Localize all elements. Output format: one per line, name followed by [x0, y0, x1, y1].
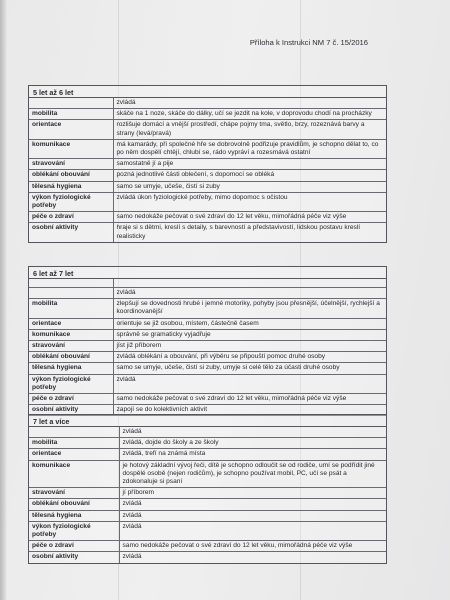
row-description: zvládá, trefí na známá místa	[119, 449, 386, 460]
row-description: samo se umyje, učeše, čistí si zuby, umyje si celé tělo za účasti druhé osoby	[113, 363, 386, 374]
row-label: oblékání obouvání	[29, 352, 113, 363]
table-row	[29, 223, 386, 242]
table-row	[29, 212, 386, 223]
row-description: zvládá	[113, 98, 386, 109]
row-label	[29, 279, 113, 288]
table-row	[29, 329, 386, 340]
table-row	[29, 460, 386, 488]
row-label: oblékání obouvání	[29, 170, 113, 181]
table-row	[29, 541, 386, 552]
section-title: 7 let a více	[29, 415, 386, 427]
table-row	[29, 449, 386, 460]
row-description: zvládá	[119, 510, 386, 521]
row-label: výkon fyziologické potřeby	[29, 521, 119, 540]
row-description: zvládá	[119, 427, 386, 438]
row-label: stravování	[29, 341, 113, 352]
row-description: zvládá	[119, 521, 386, 540]
row-label: péče o zdraví	[29, 394, 113, 405]
row-label: mobilita	[29, 109, 113, 120]
row-label: oblékání obouvání	[29, 499, 119, 510]
row-description: orientuje se již osobou, místem, částečně časem	[113, 318, 386, 329]
row-description: jíst již příborem	[113, 341, 386, 352]
table-row	[29, 488, 386, 499]
row-label: orientace	[29, 449, 119, 460]
row-label: tělesná hygiena	[29, 363, 113, 374]
row-label: komunikace	[29, 139, 113, 158]
row-label: stravování	[29, 159, 113, 170]
table-row	[29, 499, 386, 510]
row-description: samostatně jí a pije	[113, 159, 386, 170]
table-row	[29, 120, 386, 139]
section-age-5-6	[28, 85, 387, 243]
row-description: je hotový základní vývoj řeči, dítě je schopno odloučit se od rodiče, umí se podřídit jiné dospělé osobě (nejen rodičům), je schopno používat mobil, PC, učí se psát a zdokonaluje si psaní	[119, 460, 386, 488]
table-row	[29, 109, 386, 120]
row-description: zapojí se do kolektivních aktivit	[113, 405, 386, 416]
table-row	[29, 139, 386, 158]
table-row	[29, 521, 386, 540]
row-label: orientace	[29, 318, 113, 329]
row-description: zvládá, dojde do školy a ze školy	[119, 438, 386, 449]
table-row	[29, 288, 386, 299]
row-description: zvládá	[113, 288, 386, 299]
row-label: tělesná hygiena	[29, 181, 113, 192]
table-row	[29, 279, 386, 288]
row-label	[29, 288, 113, 299]
table-row	[29, 98, 386, 109]
table-row	[29, 341, 386, 352]
table-row	[29, 552, 386, 563]
section-title: 6 let až 7 let	[29, 267, 386, 279]
table-row	[29, 394, 386, 405]
table-row	[29, 352, 386, 363]
row-label	[29, 427, 119, 438]
table-row	[29, 374, 386, 393]
row-description: má kamarády, při společné hře se dobrovolně podřizuje pravidlům, je schopno dělat to, co po něm dospělí chtějí, chlubí se, rádo vypráví a rozesmává ostatní	[113, 139, 386, 158]
document-reference: Příloha k Instrukci NM 7 č. 15/2016	[249, 38, 368, 47]
table-row	[29, 363, 386, 374]
table-row	[29, 427, 386, 438]
skills-table	[29, 279, 386, 415]
row-label: osobní aktivity	[29, 552, 119, 563]
table-row	[29, 170, 386, 181]
row-description: zvládá oblékání a obouvání, při výběru se připouští pomoc druhé osoby	[113, 352, 386, 363]
paper-edge-shadow	[0, 0, 7, 600]
table-row	[29, 181, 386, 192]
row-description: zvládá	[119, 499, 386, 510]
table-row	[29, 318, 386, 329]
row-label: osobní aktivity	[29, 223, 113, 242]
table-row	[29, 159, 386, 170]
row-label	[29, 98, 113, 109]
row-description: správně se gramaticky vyjadřuje	[113, 329, 386, 340]
row-label: péče o zdraví	[29, 541, 119, 552]
row-description: samo nedokáže pečovat o své zdraví do 12 let věku, mimořádná péče viz výše	[113, 212, 386, 223]
row-description: samo nedokáže pečovat o své zdraví do 12 let věku, mimořádná péče viz výše	[113, 394, 386, 405]
row-label: výkon fyziologické potřeby	[29, 192, 113, 211]
row-description: zvládá	[113, 374, 386, 393]
skills-table	[29, 427, 386, 563]
table-row	[29, 192, 386, 211]
row-description: hraje si s dětmi, kreslí s detaily, s barevností a představivostí, lidskou postavu kreslí realisticky	[113, 223, 386, 242]
row-description: zvládá úkon fyziologické potřeby, mimo dopomoc s očistou	[113, 192, 386, 211]
table-row	[29, 299, 386, 318]
row-description: zlepšují se dovednosti hrubé i jemné motoriky, pohyby jsou přesnější, účelnější, rychlejší a koordinovanější	[113, 299, 386, 318]
row-label: mobilita	[29, 299, 113, 318]
section-age-7-plus	[28, 414, 387, 564]
section-age-6-7	[28, 266, 387, 416]
row-description: pozná jednotlivé části oblečení, s dopomocí se obléká	[113, 170, 386, 181]
table-row	[29, 438, 386, 449]
row-label: tělesná hygiena	[29, 510, 119, 521]
section-title: 5 let až 6 let	[29, 86, 386, 98]
skills-table	[29, 98, 386, 242]
row-description: skáče na 1 noze, skáče do dálky, učí se jezdit na kole, v doprovodu chodí na procházky	[113, 109, 386, 120]
row-label: péče o zdraví	[29, 212, 113, 223]
row-label: mobilita	[29, 438, 119, 449]
row-description	[113, 279, 386, 288]
row-label: osobní aktivity	[29, 405, 113, 416]
table-row	[29, 510, 386, 521]
row-description: samo nedokáže pečovat o své zdraví do 12 let věku, mimořádná péče viz výše	[119, 541, 386, 552]
row-label: stravování	[29, 488, 119, 499]
row-description: rozlišuje domácí a vnější prostředí, chápe pojmy tma, světlo, brzy, rozeznává barvy a strany (levá/pravá)	[113, 120, 386, 139]
row-description: samo se umyje, učeše, čistí si zuby	[113, 181, 386, 192]
row-label: orientace	[29, 120, 113, 139]
row-label: komunikace	[29, 329, 113, 340]
row-description: jí příborem	[119, 488, 386, 499]
row-label: komunikace	[29, 460, 119, 488]
row-description: zvládá	[119, 552, 386, 563]
row-label: výkon fyziologické potřeby	[29, 374, 113, 393]
